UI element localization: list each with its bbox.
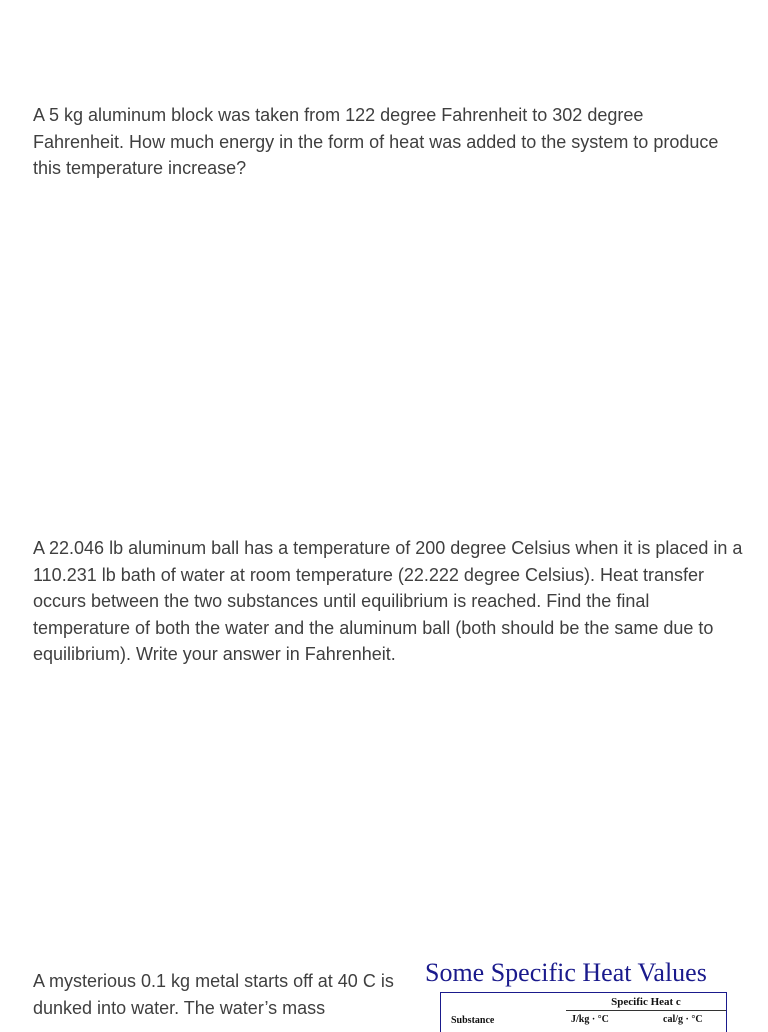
problem-1-text: A 5 kg aluminum block was taken from 122 degree Fahrenheit to 302 degree Fahrenheit. How much energy in the form of heat was added to the system to produce this temperature increase? — [33, 105, 719, 178]
specific-heat-table-title: Some Specific Heat Values — [425, 958, 707, 987]
specific-heat-table — [440, 992, 727, 1032]
substance-column-header: Substance — [451, 1015, 495, 1026]
specific-heat-column-header: Specific Heat c — [566, 996, 726, 1011]
problem-3-text: A mysterious 0.1 kg metal starts off at 40 C is dunked into water. The water’s mass — [33, 971, 394, 1018]
problem-2-text: A 22.046 lb aluminum ball has a temperature of 200 degree Celsius when it is placed in a 110.231 lb bath of water at room temperature (22.222 degree Celsius). Heat transfer occurs between the two substances until equilibrium is reached. Find the final temperature of both the water and the aluminum ball (both should be the same due to equilibrium). Write your answer in Fahrenheit. — [33, 538, 743, 664]
joule-unit-header: J/kg · °C — [571, 1014, 609, 1025]
calorie-unit-header: cal/g · °C — [663, 1014, 703, 1025]
